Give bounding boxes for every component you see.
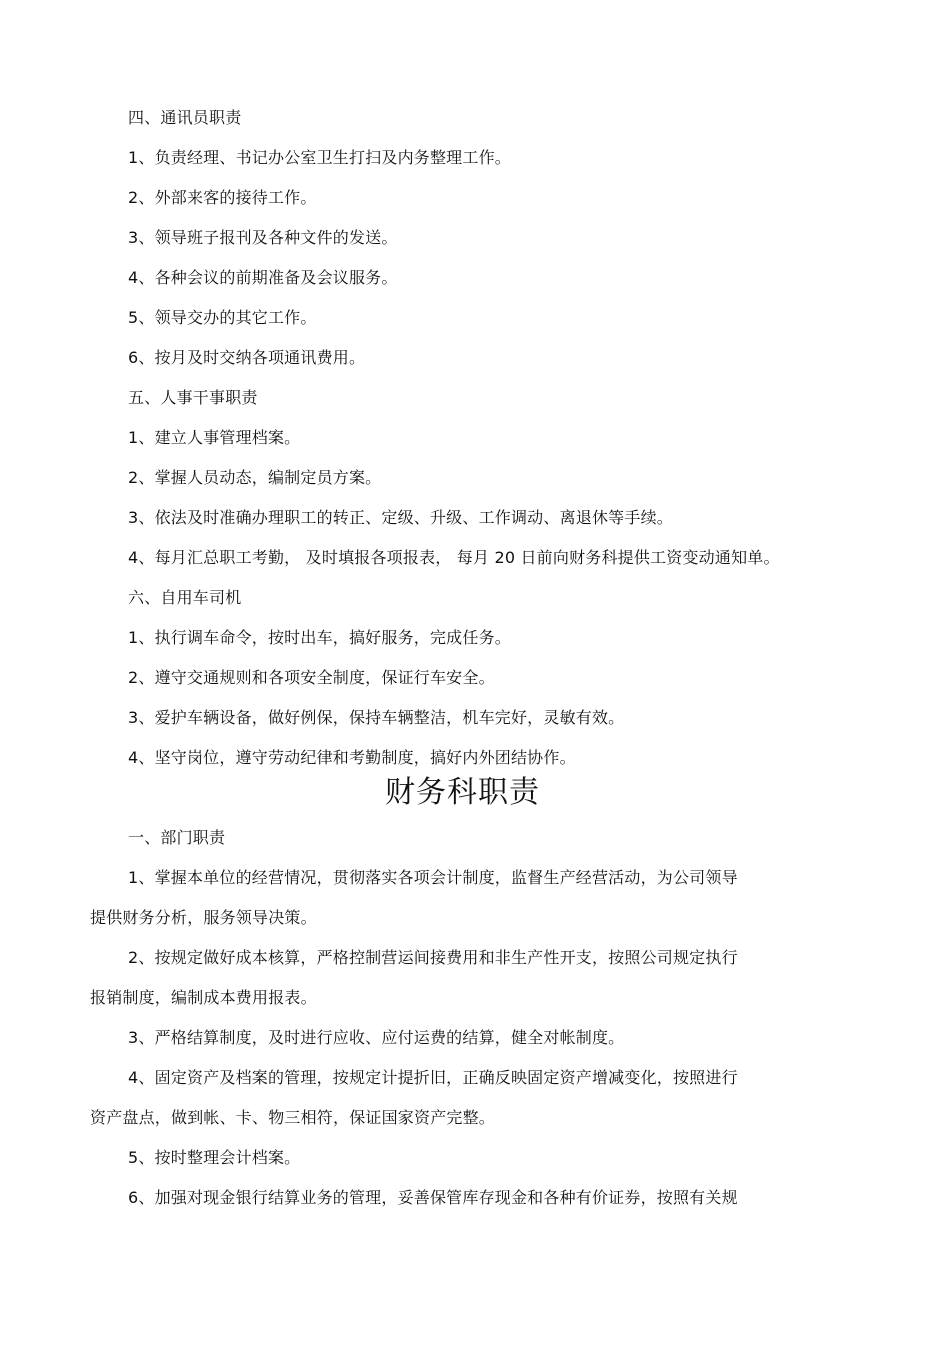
finance-item-3: 3、严格结算制度，及时进行应收、应付运费的结算，健全对帐制度。 xyxy=(128,1028,625,1047)
section-six-item-2: 2、遵守交通规则和各项安全制度，保证行车安全。 xyxy=(128,668,495,687)
section-four-item-4: 4、各种会议的前期准备及会议服务。 xyxy=(128,268,398,287)
finance-item-1-line-1: 1、掌握本单位的经营情况，贯彻落实各项会计制度，监督生产经营活动，为公司领导 xyxy=(128,868,738,887)
section-six-item-1: 1、执行调车命令，按时出车，搞好服务，完成任务。 xyxy=(128,628,511,647)
finance-item-6-line-1: 6、加强对现金银行结算业务的管理，妥善保管库存现金和各种有价证券，按照有关规 xyxy=(128,1188,738,1207)
section-six-heading: 六、自用车司机 xyxy=(128,588,242,607)
finance-heading: 一、部门职责 xyxy=(128,828,226,847)
finance-item-2-line-2: 报销制度，编制成本费用报表。 xyxy=(90,988,317,1007)
section-four-item-5: 5、领导交办的其它工作。 xyxy=(128,308,317,327)
section-four-item-2: 2、外部来客的接待工作。 xyxy=(128,188,317,207)
section-five-item-4: 4、每月汇总职工考勤， 及时填报各项报表， 每月 20 日前向财务科提供工资变动通知单。 xyxy=(128,548,780,567)
finance-item-4-line-1: 4、固定资产及档案的管理，按规定计提折旧，正确反映固定资产增减变化，按照进行 xyxy=(128,1068,738,1087)
finance-item-4-line-2: 资产盘点，做到帐、卡、物三相符，保证国家资产完整。 xyxy=(90,1108,496,1127)
finance-item-2-line-1: 2、按规定做好成本核算，严格控制营运间接费用和非生产性开支，按照公司规定执行 xyxy=(128,948,738,967)
section-four-item-1: 1、负责经理、书记办公室卫生打扫及内务整理工作。 xyxy=(128,148,511,167)
section-five-item-3: 3、依法及时准确办理职工的转正、定级、升级、工作调动、离退休等手续。 xyxy=(128,508,673,527)
section-four-item-6: 6、按月及时交纳各项通讯费用。 xyxy=(128,348,366,367)
section-six-item-3: 3、爱护车辆设备，做好例保，保持车辆整洁，机车完好，灵敏有效。 xyxy=(128,708,625,727)
section-five-item-2: 2、掌握人员动态，编制定员方案。 xyxy=(128,468,382,487)
section-four-heading: 四、通讯员职责 xyxy=(128,108,242,127)
section-four-item-3: 3、领导班子报刊及各种文件的发送。 xyxy=(128,228,398,247)
finance-item-5: 5、按时整理会计档案。 xyxy=(128,1148,301,1167)
section-six-item-4: 4、坚守岗位，遵守劳动纪律和考勤制度，搞好内外团结协作。 xyxy=(128,748,576,767)
section-five-heading: 五、人事干事职责 xyxy=(128,388,258,407)
finance-item-1-line-2: 提供财务分析，服务领导决策。 xyxy=(90,908,317,927)
section-five-item-1: 1、建立人事管理档案。 xyxy=(128,428,301,447)
finance-title: 财务科职责 xyxy=(385,775,540,810)
